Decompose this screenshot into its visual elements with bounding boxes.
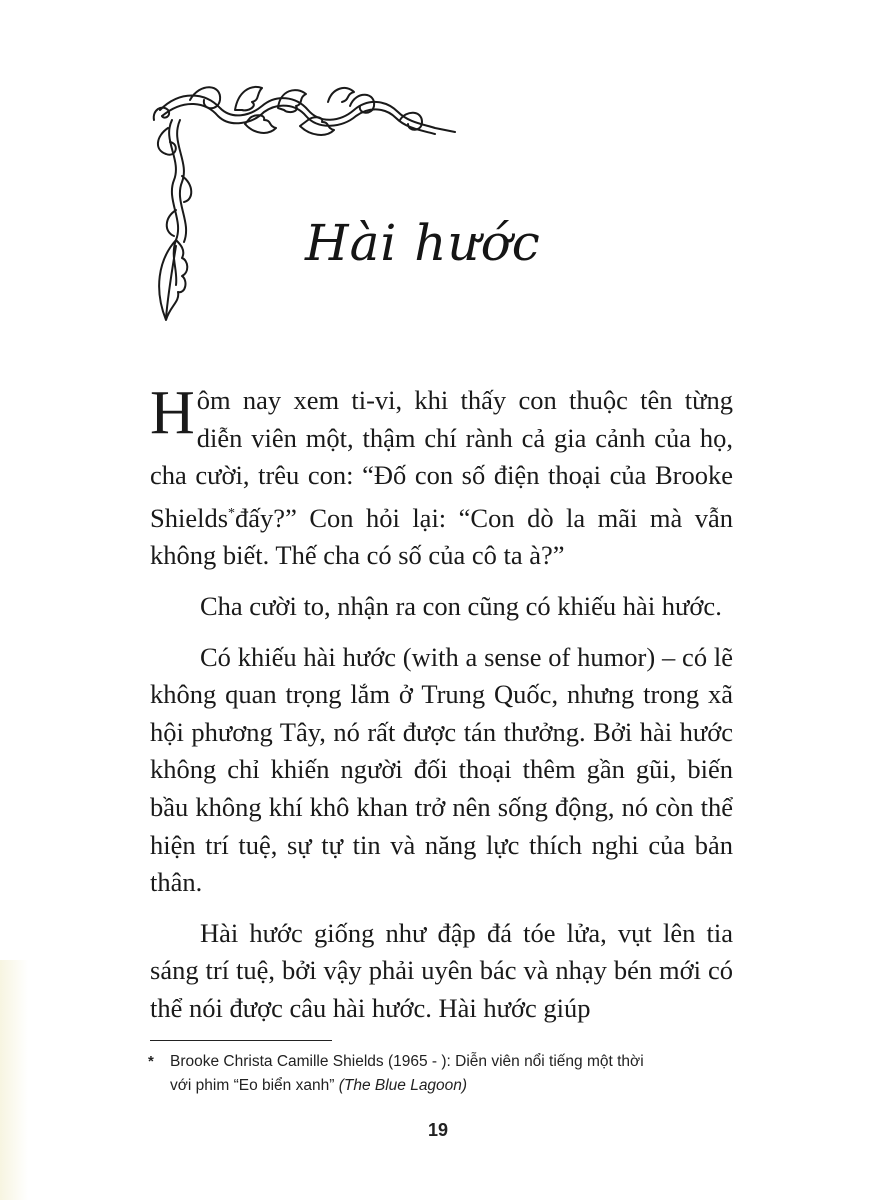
paragraph-4: Hài hước giống như đập đá tóe lửa, vụt lên tia sáng trí tuệ, bởi vậy phải uyên bác và nhạy bén mới có thể nói được câu hài hước. Hài hước giúp <box>150 917 733 1023</box>
paragraph-3: Có khiếu hài hước (with a sense of humor) – có lẽ không quan trọng lắm ở Trung Quốc, nhưng trong xã hội phương Tây, nó rất được tán thưởng. Bởi hài hước không chỉ khiến người đối thoại thêm gần gũi, biến bầu không khí khô khan trở nên sống động, nó còn thể hiện trí tuệ, sự tự tin và năng lực thích nghi của bản thân. <box>150 641 733 898</box>
footnote-divider <box>150 1040 332 1041</box>
footnote-film-title: (The Blue Lagoon) <box>338 1077 468 1094</box>
drop-cap: H <box>150 379 195 447</box>
vine-leaf-ornament-icon <box>150 80 460 330</box>
chapter-title: Hài hước <box>305 214 541 272</box>
footnote-star: * <box>148 1053 154 1070</box>
paragraph-2: Cha cười to, nhận ra con cũng có khiếu hài hước. <box>200 590 722 621</box>
paragraph-1-rest: đấy?” Con hỏi lại: “Con dò la mãi mà vẫn không biết. Thế cha có số của cô ta à?” <box>150 502 733 571</box>
paragraph-1-text: ôm nay xem ti-vi, khi thấy con thuộc tên từng diễn viên một, thậm chí rành cả gia cảnh của họ, cha cười, trêu con: “Đố con số điện thoại của Brooke Shields <box>150 385 733 533</box>
footnote-line-1: Brooke Christa Camille Shields (1965 - ): Diễn viên nổi tiếng một thời <box>170 1053 644 1070</box>
body-text <box>150 379 733 1041</box>
footnote-line-2 <box>148 1074 748 1098</box>
footnote-marker: * <box>228 505 236 521</box>
page-edge-shadow <box>0 960 28 1200</box>
footnote-line-2-text: với phim “Eo biển xanh” <box>170 1077 339 1094</box>
paragraph-1 <box>150 379 733 575</box>
page-number: 19 <box>427 1120 449 1140</box>
footnote <box>148 1050 748 1098</box>
